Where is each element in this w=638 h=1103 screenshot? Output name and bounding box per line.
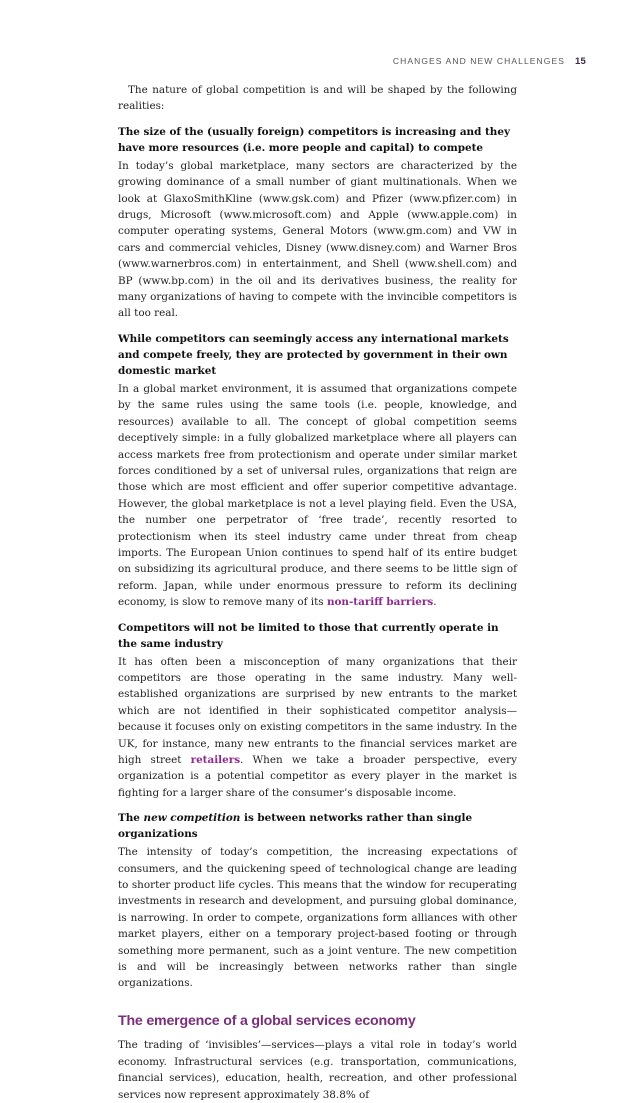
section-body: In today’s global marketplace, many sectors are characterized by the growing dominance of a small number of giant multinationals. When we look at GlaxoSmithKline (www.gsk.com) and Pfizer (www.pfizer.com) in drugs, Microsoft (www.microsoft.com) and Apple (www.apple.com) in computer operating systems, General Motors (www.gm.com) and VW in cars and commercial vehicles, Disney (www.disney.com) and Warner Bros (www.warnerbros.com) in entertainment, and Shell (www.shell.com) and BP (www.bp.com) in the oil and its derivatives business, the reality for many organizations of having to compete with the invincible competitors is all too real. — [118, 159, 517, 320]
subsection-title: The emergence of a global services economy — [118, 1012, 416, 1029]
running-title: CHANGES AND NEW CHALLENGES — [392, 56, 566, 66]
section-body-tail: . — [433, 596, 437, 609]
section-body — [118, 654, 517, 802]
heading-part: is between networks rather than single organizations — [118, 812, 473, 841]
section-heading: Competitors will not be limited to those that currently operate in the same industry — [118, 621, 499, 650]
section-body-tail: . When we take a broader perspective, every organization is a potential competitor as every player in the market is fighting for a larger share of the consumer’s disposable income. — [118, 754, 517, 799]
section-heading — [118, 810, 517, 842]
main-text — [118, 82, 517, 1103]
intro-paragraph: The nature of global competition is and will be shaped by the following realities: — [118, 84, 517, 113]
section-competitor-size — [118, 124, 517, 322]
section-heading: The size of the (usually foreign) competitors is increasing and they have more resources (i.e. more people and capital) to compete — [118, 125, 510, 154]
section-body-text: It has often been a misconception of many organizations that their competitors are those operating in the same industry. Many well-established organizations are surprised by new entrants to the market which are not identified in their sophisticated competitor analysis—because it focuses only on existing competitors in the same industry. In the UK, for instance, many new entrants to the financial services market are high street — [118, 655, 517, 766]
section-body — [118, 381, 517, 611]
section-networks — [118, 810, 517, 992]
section-heading: While competitors can seemingly access any international markets and compete freely, they are protected by government in their own domestic market — [118, 332, 509, 377]
heading-part: The — [118, 812, 140, 825]
section-body: The intensity of today’s competition, the increasing expectations of consumers, and the quickening speed of technological change are leading to shorter product life cycles. This means that the window for recuperating investments in research and development, and pursuing global dominance, is narrowing. In order to compete, organizations form alliances with other market players, either on a temporary project-based footing or through something more permanent, such as a joint venture. The new competition is and will be increasingly between networks rather than single organizations. — [118, 846, 517, 990]
running-header — [393, 56, 586, 67]
section-new-entrants — [118, 620, 517, 802]
glossary-term-retailers: retailers — [190, 754, 241, 766]
glossary-term-non-tariff-barriers: non-tariff barriers — [326, 596, 434, 609]
section-body-text: In a global market environment, it is assumed that organizations compete by the same rules using the same tools (i.e. people, knowledge, and resources) available to all. The concept of global competition seems deceptively simple: in a fully globalized marketplace where all players can access markets free from protectionism and operate under similar market forces conditioned by a set of universal rules, organizations that reign are those which are most efficient and offer superior competitive advantage. However, the global marketplace is not a level playing field. Even the USA, the number one perpetrator of ‘free trade’, recently resorted to protectionism when its steel industry came under threat from cheap imports. The European Union continues to spend half of its entire budget on subsidizing its agricultural produce, and there seems to be little sign of reform. Japan, while under enormous pressure to reform its declining economy, is slow to remove many of its — [118, 382, 517, 609]
subsection-body: The trading of ‘invisibles’—services—plays a vital role in today’s world economy. Infrastructural services (e.g. transportation, communications, financial services), education, health, recreation, and other professional services now represent approximately 38.8% of — [118, 1039, 517, 1101]
heading-emphasis: new competition — [143, 812, 241, 825]
page-number: 15 — [575, 56, 586, 67]
section-protectionism — [118, 331, 517, 611]
